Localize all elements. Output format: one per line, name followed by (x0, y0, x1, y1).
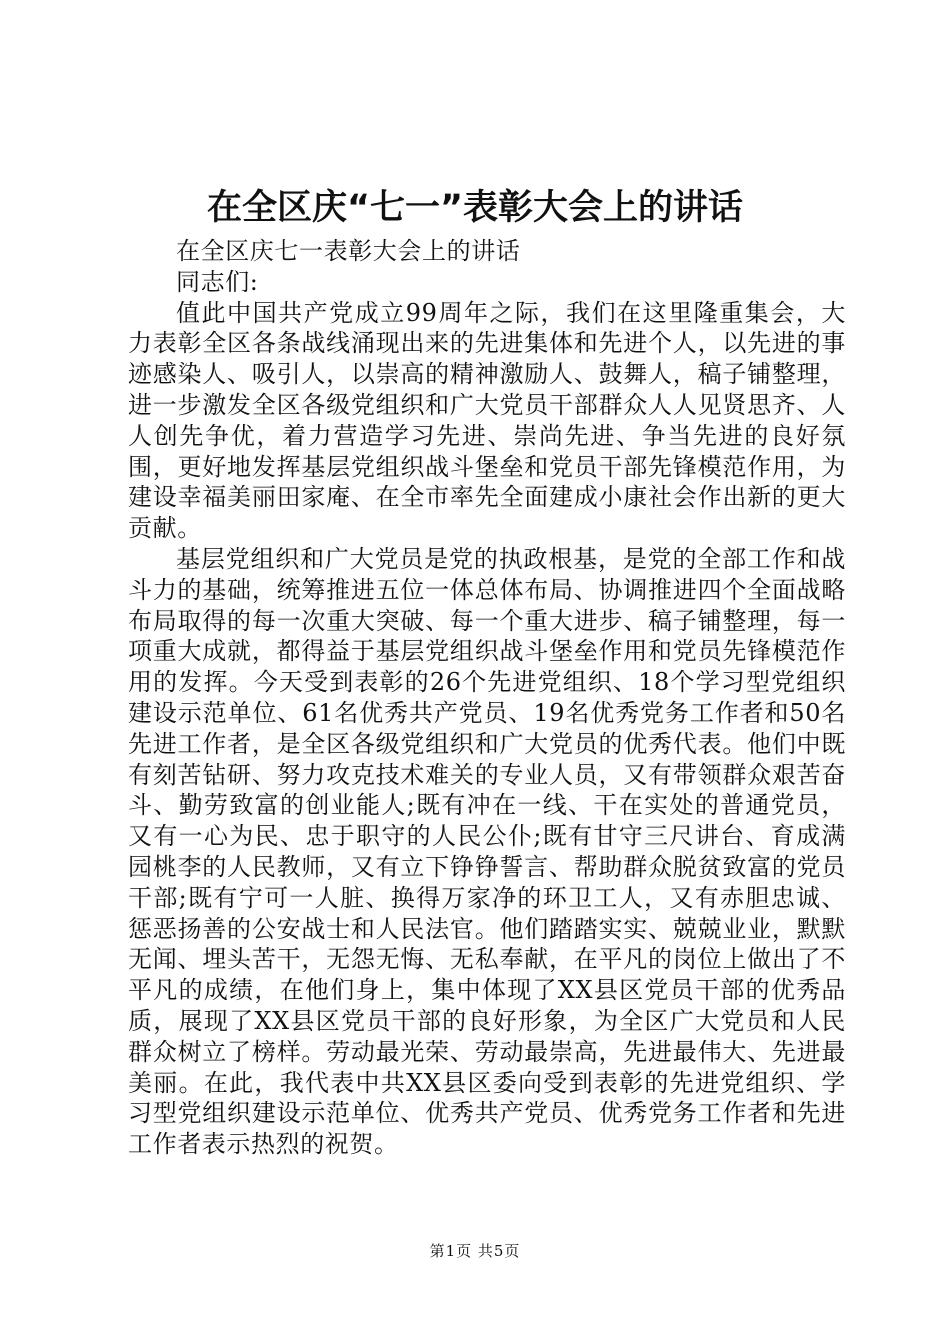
paragraph-2: 基层党组织和广大党员是党的执政根基，是党的全部工作和战斗力的基础，统筹推进五位一体总体布局、协调推进四个全面战略布局取得的每一次重大突破、每一个重大进步、稿子铺整理，每一项重大成就，都得益于基层党组织战斗堡垒作用和党员先锋模范作用的发挥。今天受到表彰的26个先进党组织、18个学习型党组织建设示范单位、61名优秀共产党员、19名优秀党务工作者和50名先进工作者，是全区各级党组织和广大党员的优秀代表。他们中既有刻苦钻研、努力攻克技术难关的专业人员，又有带领群众艰苦奋斗、勤劳致富的创业能人;既有冲在一线、干在实处的普通党员，又有一心为民、忠于职守的人民公仆;既有甘守三尺讲台、育成满园桃李的人民教师，又有立下铮铮誓言、帮助群众脱贫致富的党员干部;既有宁可一人脏、换得万家净的环卫工人，又有赤胆忠诚、惩恶扬善的公安战士和人民法官。他们踏踏实实、兢兢业业，默默无闻、埋头苦干，无怨无悔、无私奉献，在平凡的岗位上做出了不平凡的成绩，在他们身上，集中体现了XX县区党员干部的优秀品质，展现了XX县区党员干部的良好形象，为全区广大党员和人民群众树立了榜样。劳动最光荣、劳动最崇高，先进最伟大、先进最美丽。在此，我代表中共XX县区委向受到表彰的先进党组织、学习型党组织建设示范单位、优秀共产党员、优秀党务工作者和先进工作者表示热烈的祝贺。 (128, 544, 846, 1159)
document-body (128, 236, 846, 1160)
document-subtitle: 在全区庆七一表彰大会上的讲话 (176, 237, 521, 265)
page-footer: 第1页 共5页 (429, 1242, 521, 1260)
salutation: 同志们: (176, 267, 259, 296)
document-title: 在全区庆“七一”表彰大会上的讲话 (206, 188, 743, 228)
paragraph-1: 值此中国共产党成立99周年之际，我们在这里隆重集会，大力表彰全区各条战线涌现出来的先进集体和先进个人，以先进的事迹感染人、吸引人，以崇高的精神激励人、鼓舞人，稿子铺整理，进一步激发全区各级党组织和广大党员干部群众人人见贤思齐、人人创先争优，着力营造学习先进、崇尚先进、争当先进的良好氛围，更好地发挥基层党组织战斗堡垒和党员干部先锋模范作用，为建设幸福美丽田家庵、在全市率先全面建成小康社会作出新的更大贡献。 (128, 298, 846, 543)
